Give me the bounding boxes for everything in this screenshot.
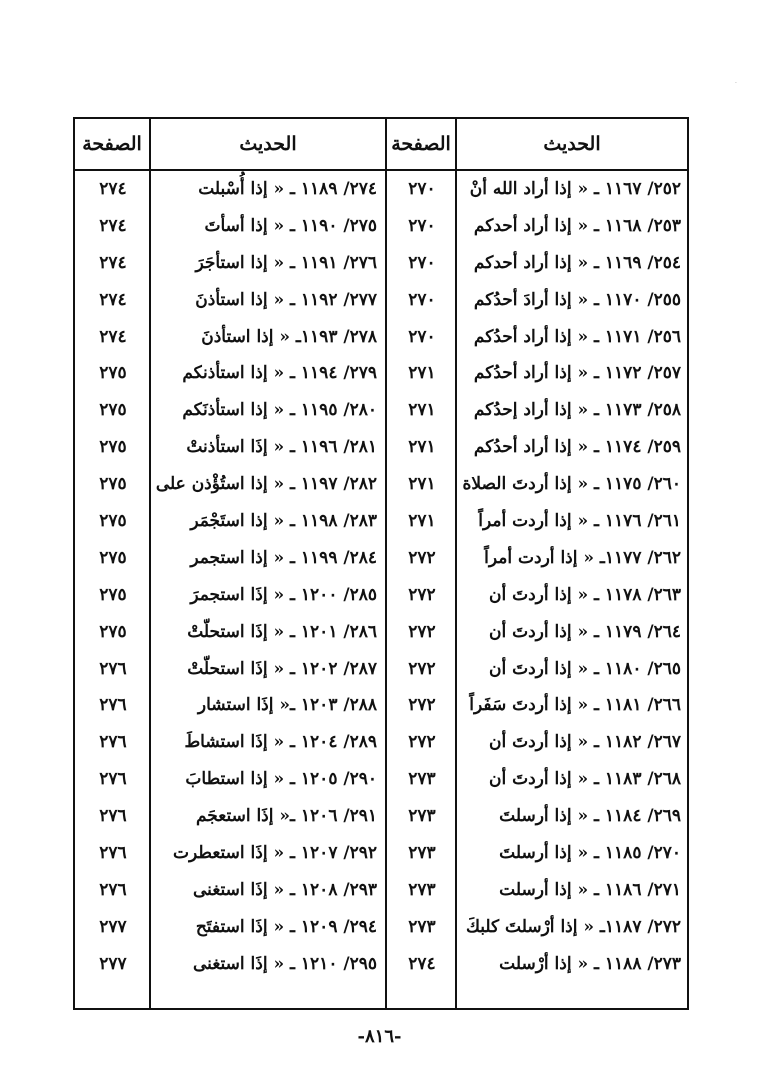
- page-ref-right: ٢٧٤: [408, 953, 436, 974]
- page-ref-left: ٢٧٥: [99, 363, 127, 384]
- hadith-entry-right: ٢٦٥/ ١١٨٠ ـ « إذا أردتَ أن: [488, 658, 681, 679]
- hadith-entry-left: ٢٨١/ ١١٩٦ ـ « إذَا استأذنتْ: [186, 437, 377, 458]
- hadith-entry-right: ٢٥٧/ ١١٧٢ ـ « إذا أراد أحدُكم: [473, 363, 681, 384]
- table-row: [75, 355, 687, 392]
- hadith-entry-left: ٢٩٤/ ١٢٠٩ ـ « إذَا استفتَح: [195, 916, 377, 937]
- table-row: [75, 798, 687, 835]
- table-row: [75, 466, 687, 503]
- page-ref-right: ٢٧٣: [408, 843, 436, 864]
- table-row: [75, 872, 687, 909]
- hadith-entry-right: ٢٥٦/ ١١٧١ ـ « إذا أراد أحدُكم: [473, 326, 681, 347]
- hadith-entry-left: ٢٨٤/ ١١٩٩ ـ « إذا استجمر: [190, 547, 377, 568]
- hadith-entry-left: ٢٩٢/ ١٢٠٧ ـ « إذَا استعطرت: [172, 843, 377, 864]
- hadith-entry-left: ٢٧٥/ ١١٩٠ ـ « إذا أسأتَ: [204, 215, 377, 236]
- hadith-entry-left: ٢٨٩/ ١٢٠٤ ـ « إذَا استشاطَ: [184, 732, 377, 753]
- header-hadith-right: الحديث: [543, 133, 601, 155]
- hadith-entry-left: ٢٨٧/ ١٢٠٢ ـ « إذَا استحلّتْ: [187, 658, 377, 679]
- hadith-entry-right: ٢٦٣/ ١١٧٨ ـ « إذا أردتَ أن: [488, 584, 681, 605]
- hadith-entry-left: ٢٩٣/ ١٢٠٨ ـ « إذَا استغنى: [193, 879, 377, 900]
- page-ref-left: ٢٧٥: [99, 474, 127, 495]
- page-ref-right: ٢٧٠: [408, 215, 436, 236]
- page-ref-left: ٢٧٦: [99, 806, 127, 827]
- table-row: [75, 724, 687, 761]
- page-ref-left: ٢٧٥: [99, 621, 127, 642]
- table-row: [75, 208, 687, 245]
- page-ref-left: ٢٧٥: [99, 400, 127, 421]
- hadith-entry-left: ٢٨٣/ ١١٩٨ ـ « إذا استَجْمَر: [190, 511, 377, 532]
- hadith-entry-left: ٢٧٤/ ١١٨٩ ـ « إذا أُسْبلت: [198, 179, 377, 199]
- page-ref-left: ٢٧٤: [99, 215, 127, 236]
- page-ref-right: ٢٧٣: [408, 879, 436, 900]
- page-ref-right: ٢٧١: [408, 400, 436, 421]
- page-ref-left: ٢٧٦: [99, 658, 127, 679]
- hadith-entry-right: ٢٥٥/ ١١٧٠ ـ « إذا أرادَ أحدُكم: [473, 289, 681, 310]
- table-row: [75, 171, 687, 208]
- page-ref-left: ٢٧٧: [99, 953, 127, 974]
- page-ref-right: ٢٧٣: [408, 769, 436, 790]
- page-ref-left: ٢٧٤: [99, 289, 127, 310]
- hadith-entry-right: ٢٦٦/ ١١٨١ ـ « إذا أردتَ سَفَراً: [469, 695, 681, 716]
- hadith-entry-right: ٢٦٩/ ١١٨٤ ـ « إذا أرسلتَ: [499, 806, 681, 827]
- table-row: [75, 577, 687, 614]
- hadith-entry-left: ٢٧٦/ ١١٩١ ـ « إذا استأجَرَ: [195, 252, 377, 273]
- page-ref-right: ٢٧٢: [408, 732, 436, 753]
- page-ref-right: ٢٧٢: [408, 584, 436, 605]
- header-page-left: الصفحة: [82, 133, 142, 155]
- hadith-entry-left: ٢٩٠/ ١٢٠٥ ـ « إذا استطابَ: [185, 769, 377, 790]
- hadith-entry-right: ٢٥٩/ ١١٧٤ ـ « إذا أراد أحدُكم: [473, 437, 681, 458]
- hadith-entry-right: ٢٧٢/ ١١٨٧ـ « إذا أرْسلتَ كلبكَ: [465, 916, 681, 937]
- table-row: [75, 614, 687, 651]
- page-ref-right: ٢٧١: [408, 363, 436, 384]
- hadith-entry-left: ٢٨٦/ ١٢٠١ ـ « إذَا استحلّتْ: [187, 621, 377, 642]
- scan-mark: ·: [735, 80, 737, 87]
- page-ref-left: ٢٧٥: [99, 437, 127, 458]
- table-row: [75, 319, 687, 356]
- hadith-entry-right: ٢٥٢/ ١١٦٧ ـ « إذا أراد الله أنْ: [469, 179, 681, 199]
- page-ref-right: ٢٧٣: [408, 916, 436, 937]
- table-row: [75, 282, 687, 319]
- table-row: [75, 429, 687, 466]
- hadith-entry-right: ٢٧١/ ١١٨٦ ـ « إذا أرسلت: [499, 879, 681, 900]
- page-ref-left: ٢٧٤: [99, 326, 127, 347]
- table-row: [75, 946, 687, 983]
- page-ref-right: ٢٧٠: [408, 326, 436, 347]
- hadith-entry-right: ٢٦٢/ ١١٧٧ـ « إذا أردت أمراً: [484, 547, 681, 568]
- page-ref-left: ٢٧٧: [99, 916, 127, 937]
- hadith-entry-left: ٢٨٠/ ١١٩٥ ـ « إذا استأذنَكم: [182, 400, 377, 421]
- table-row: [75, 392, 687, 429]
- header-page-right: الصفحة: [391, 133, 451, 155]
- hadith-entry-left: ٢٩١/ ١٢٠٦ ـ« إذَا استعجَم: [195, 806, 377, 827]
- page-number: -٨١٦-: [357, 1026, 402, 1047]
- page-ref-left: ٢٧٦: [99, 695, 127, 716]
- hadith-entry-right: ٢٦٧/ ١١٨٢ ـ « إذا أردتَ أن: [488, 732, 681, 753]
- table-row: [75, 909, 687, 946]
- hadith-entry-right: ٢٦٠/ ١١٧٥ ـ « إذا أردتَ الصلاة: [462, 474, 681, 495]
- page-ref-right: ٢٧١: [408, 474, 436, 495]
- hadith-entry-right: ٢٦١/ ١١٧٦ ـ « إذا أردت أمراً: [478, 511, 681, 532]
- table-body: [75, 171, 687, 983]
- page-ref-right: ٢٧١: [408, 437, 436, 458]
- hadith-entry-right: ٢٥٣/ ١١٦٨ ـ « إذا أراد أحدكم: [473, 215, 681, 236]
- header-hadith-left: الحديث: [239, 133, 297, 155]
- table-row: [75, 245, 687, 282]
- page-ref-right: ٢٧١: [408, 511, 436, 532]
- hadith-entry-left: ٢٧٩/ ١١٩٤ ـ « إذا استأذنكم: [182, 363, 377, 384]
- page-ref-right: ٢٧٣: [408, 806, 436, 827]
- hadith-entry-left: ٢٨٥/ ١٢٠٠ ـ « إذَا استجمرَ: [190, 584, 377, 605]
- page-ref-right: ٢٧٠: [408, 252, 436, 273]
- hadith-entry-left: ٢٩٥/ ١٢١٠ ـ « إذَا استغنى: [193, 953, 377, 974]
- page-ref-right: ٢٧٢: [408, 621, 436, 642]
- page-ref-left: ٢٧٦: [99, 843, 127, 864]
- table-row: [75, 651, 687, 688]
- table-row: [75, 835, 687, 872]
- hadith-entry-right: ٢٦٤/ ١١٧٩ ـ « إذا أردتَ أن: [488, 621, 681, 642]
- page-ref-right: ٢٧٢: [408, 547, 436, 568]
- table-row: [75, 503, 687, 540]
- hadith-entry-right: ٢٥٤/ ١١٦٩ ـ « إذا أراد أحدكم: [473, 252, 681, 273]
- hadith-entry-right: ٢٥٨/ ١١٧٣ ـ « إذا أراد إحدُكم: [473, 400, 681, 421]
- page-ref-right: ٢٧٢: [408, 658, 436, 679]
- table-row: [75, 687, 687, 724]
- hadith-entry-right: ٢٦٨/ ١١٨٣ ـ « إذا أردتَ أن: [488, 769, 681, 790]
- page-ref-right: ٢٧٠: [408, 289, 436, 310]
- page-ref-left: ٢٧٦: [99, 732, 127, 753]
- page-ref-left: ٢٧٦: [99, 879, 127, 900]
- hadith-entry-left: ٢٨٨/ ١٢٠٣ ـ« إذَا استشار: [197, 695, 377, 716]
- hadith-entry-left: ٢٧٨/ ١١٩٣ـ « إذا استأذنَ: [201, 326, 377, 347]
- table-row: [75, 761, 687, 798]
- page-ref-left: ٢٧٥: [99, 511, 127, 532]
- page-ref-left: ٢٧٥: [99, 584, 127, 605]
- page-ref-left: ٢٧٤: [99, 252, 127, 273]
- hadith-entry-right: ٢٧٣/ ١١٨٨ ـ « إذا أرْسلت: [499, 953, 681, 974]
- page-ref-right: ٢٧٢: [408, 695, 436, 716]
- index-table: [73, 117, 689, 1010]
- table-row: [75, 540, 687, 577]
- page-ref-left: ٢٧٤: [99, 179, 127, 199]
- hadith-entry-right: ٢٧٠/ ١١٨٥ ـ « إذا أرسلتَ: [499, 843, 681, 864]
- hadith-entry-left: ٢٨٢/ ١١٩٧ ـ « إذا استُؤْذن على: [155, 474, 377, 495]
- page-ref-left: ٢٧٥: [99, 547, 127, 568]
- page-ref-left: ٢٧٦: [99, 769, 127, 790]
- page-ref-right: ٢٧٠: [408, 179, 436, 199]
- hadith-entry-left: ٢٧٧/ ١١٩٢ ـ « إذا استأذنَ: [195, 289, 377, 310]
